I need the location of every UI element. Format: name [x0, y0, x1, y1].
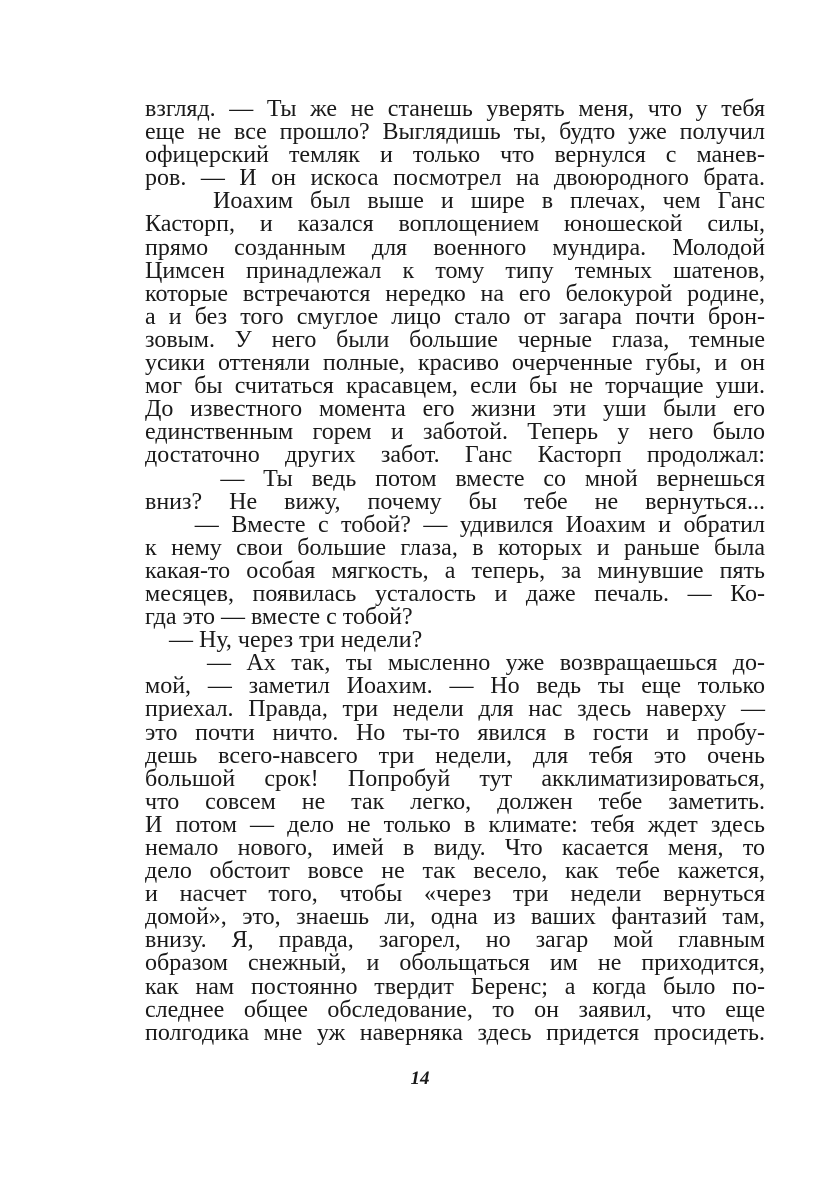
text-line: приехал. Правда, три недели для нас здесь наверху — — [145, 696, 765, 723]
text-line: немало нового, имей в виду. Что касается меня, то — [145, 835, 765, 861]
text-line: Касторп, и казался воплощением юношеской силы, — [145, 211, 765, 238]
text-line: — Ты ведь потом вместе со мной вернешься — [145, 465, 765, 492]
text-line: — Ну, через три недели? — [145, 627, 423, 654]
text-line: а и без того смуглое лицо стало от загара почти брон- — [145, 303, 765, 330]
text-line: ров. — И он искоса посмотрел на двоюродного брата. — [145, 165, 765, 192]
text-line: дешь всего-навсего три недели, для тебя это очень — [145, 742, 765, 769]
text-line: домой», это, знаешь ли, одна из ваших фантазий там, — [145, 904, 765, 931]
text-line: следнее общее обследование, то он заявил, что еще — [145, 996, 765, 1023]
text-line: Иоахим был выше и шире в плечах, чем Ганс — [145, 188, 765, 215]
text-line: гда это — вместе с тобой? — [145, 604, 413, 631]
text-line: вниз? Не вижу, почему бы тебе не вернуться... — [145, 488, 765, 515]
text-line: внизу. Я, правда, загорел, но загар мой главным — [145, 927, 765, 954]
text-line: — Вместе с тобой? — удивился Иоахим и обратил — [145, 511, 765, 538]
text-line: взгляд. — Ты же не станешь уверять меня, что у тебя — [145, 96, 765, 122]
text-line: и насчет того, чтобы «через три недели вернуться — [145, 881, 765, 908]
text-line: прямо созданным для военного мундира. Молодой — [145, 234, 765, 261]
text-line: единственным горем и заботой. Теперь у него было — [145, 419, 765, 446]
text-line: зовым. У него были большие черные глаза, темные — [145, 326, 765, 353]
text-line: это почти ничто. Но ты-то явился в гости и пробу- — [145, 719, 765, 746]
text-line: как нам постоянно твердит Беренс; а когда было по- — [145, 973, 765, 1000]
text-line: полгодика мне уж наверняка здесь придется просидеть. — [145, 1019, 765, 1046]
text-line: достаточно других забот. Ганс Касторп продолжал: — [145, 442, 765, 469]
text-line: усики оттеняли полные, красиво очерченные губы, и он — [145, 350, 765, 377]
page-number: 14 — [410, 1068, 430, 1089]
text-line: дело обстоит вовсе не так весело, как тебе кажется, — [145, 858, 765, 885]
text-line: которые встречаются нередко на его белокурой родине, — [145, 280, 765, 307]
text-line: офицерский темляк и только что вернулся с манев- — [145, 142, 765, 169]
text-line: образом снежный, и обольщаться им не приходится, — [145, 950, 765, 977]
text-line: большой срок! Попробуй тут акклиматизироваться, — [145, 765, 765, 792]
text-line: еще не все прошло? Выглядишь ты, будто уже получил — [145, 119, 765, 146]
text-line: И потом — дело не только в климате: тебя ждет здесь — [145, 811, 765, 838]
text-line: что совсем не так легко, должен тебе заметить. — [145, 788, 765, 815]
text-line: До известного момента его жизни эти уши были его — [145, 396, 765, 423]
text-line: — Ах так, ты мысленно уже возвращаешься до- — [145, 650, 765, 677]
text-line: мог бы считаться красавцем, если бы не торчащие уши. — [145, 373, 765, 400]
text-line: какая-то особая мягкость, а теперь, за минувшие пять — [145, 557, 765, 584]
text-line: месяцев, появилась усталость и даже печаль. — Ко- — [145, 580, 765, 607]
text-line: Цимсен принадлежал к тому типу темных шатенов, — [145, 257, 765, 284]
text-line: к нему свои большие глаза, в которых и раньше была — [145, 534, 765, 561]
text-line: мой, — заметил Иоахим. — Но ведь ты еще только — [145, 673, 765, 700]
body-text — [145, 98, 765, 1045]
